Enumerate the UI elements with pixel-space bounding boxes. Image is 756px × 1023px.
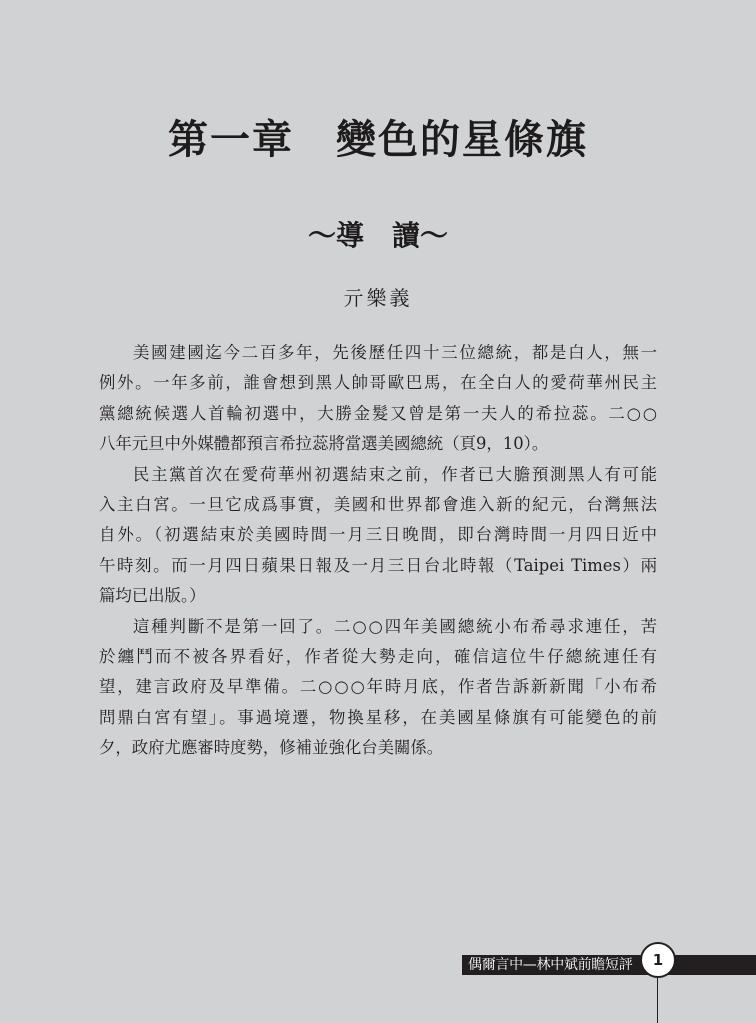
text-line: 美國建國迄今二百多年，先後歷任四十三位總統，都是白人，無一	[133, 343, 657, 362]
text-line: 例外。一年多前，誰會想到黑人帥哥歐巴馬，在全白人的愛荷華州民主	[99, 373, 657, 393]
text-line: 問鼎白宮有望」。事過境遷，物換星移，在美國星條旗有可能變色的前	[99, 707, 657, 727]
paragraph	[99, 460, 657, 612]
paragraph	[99, 338, 657, 460]
body-text	[99, 338, 657, 764]
text-line: 民主黨首次在愛荷華州初選結束之前，作者已大膽預測黑人有可能	[133, 464, 657, 484]
text-line: 入主白宮。一旦它成爲事實，美國和世界都會進入新的紀元，台灣無法	[99, 495, 657, 515]
text-line: 篇均已出版。）	[99, 586, 206, 606]
author-name: 亓樂義	[343, 286, 413, 310]
text-line: 望，建言政府及早準備。二○○○年時月底，作者告訴新新聞「小布希	[99, 677, 657, 697]
chapter-title: 第一章 變色的星條旗	[168, 117, 588, 163]
section-heading: ～導 讀～	[307, 219, 448, 252]
text-line: 於纏鬥而不被各界看好，作者從大勢走向，確信這位牛仔總統連任有	[99, 647, 657, 667]
paragraph	[99, 612, 657, 764]
footer-book-title: 偶爾言中—林中斌前瞻短評	[468, 957, 633, 973]
text-line: 八年元旦中外媒體都預言希拉蕊將當選美國總統（頁9，10）。	[99, 434, 549, 454]
text-line: 自外。（初選結束於美國時間一月三日晚間，即台灣時間一月四日近中	[99, 525, 657, 545]
text-line: 黨總統候選人首輪初選中，大勝金髮又曾是第一夫人的希拉蕊。二○○	[99, 403, 657, 423]
footer-rule	[657, 976, 658, 1023]
text-line: 夕，政府尤應審時度勢，修補並強化台美關係。	[99, 738, 444, 758]
text-line: 這種判斷不是第一回了。二○○四年美國總統小布希尋求連任，苦	[133, 616, 657, 636]
page-number: 1	[640, 942, 676, 978]
text-line: 午時刻。而一月四日蘋果日報及一月三日台北時報（Taipei Times）兩	[99, 555, 657, 575]
